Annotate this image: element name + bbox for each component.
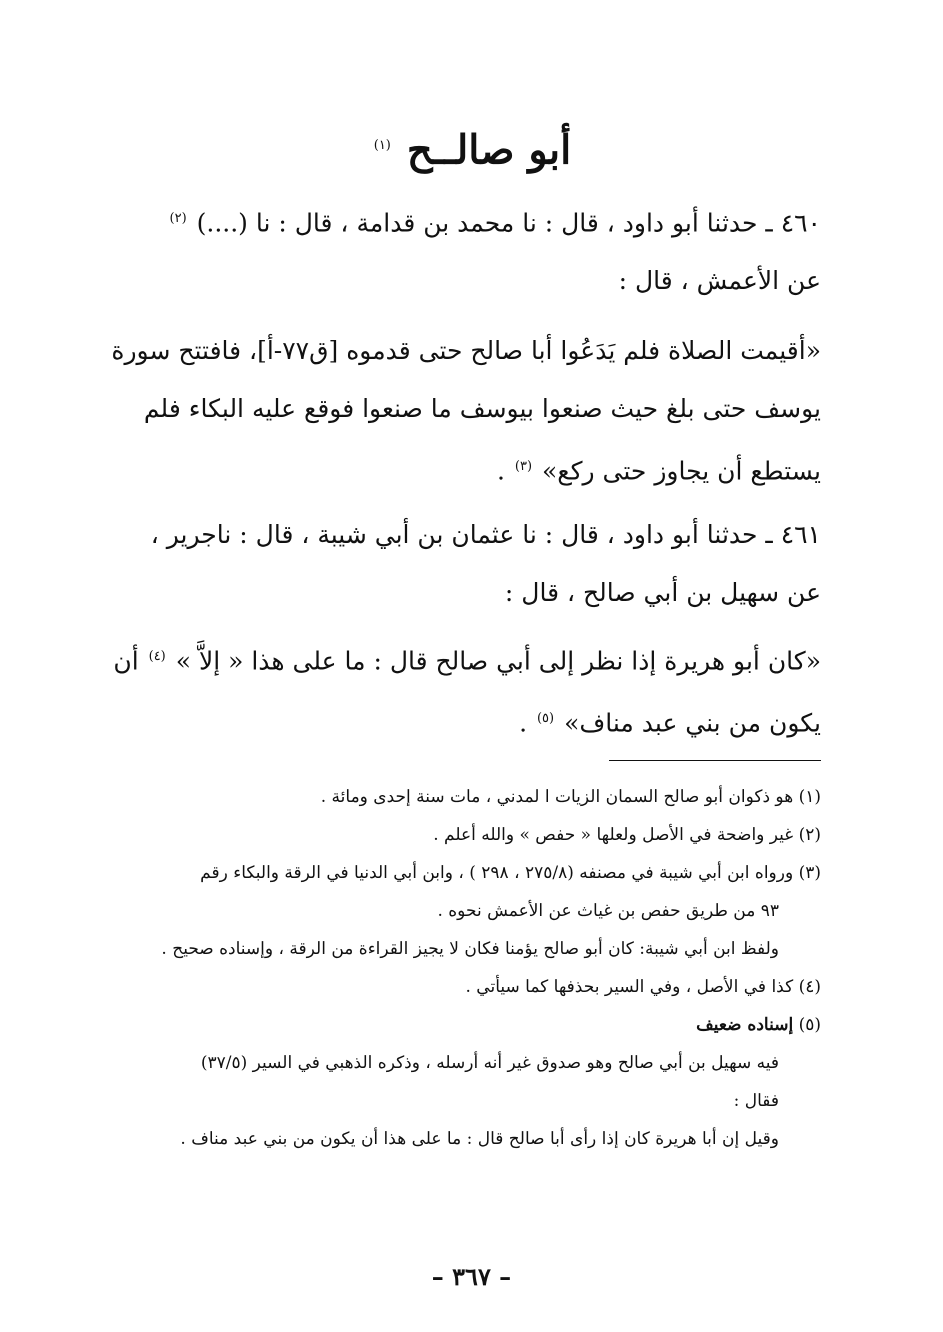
footnotes [111, 778, 821, 1158]
footnote-3-note: ولفظ ابن أبي شيبة: كان أبو صالح يؤمنا فكان لا يجيز القراءة من الرقة ، وإسناده صحيح . [161, 939, 779, 959]
hadith-461-line2: عن سهيل بن أبي صالح ، قال : [504, 578, 821, 607]
footnote-5-line2: فقال : [733, 1091, 779, 1111]
matn-460-footnote-ref: (٣) [514, 459, 533, 474]
footnote-5-heading: إسناده ضعيف [696, 1015, 794, 1035]
hadith-460-isnad [109, 190, 821, 310]
footnote-3 [111, 854, 821, 930]
matn-461-end: . [519, 708, 528, 738]
page-number: – ٣٦٧ – [431, 1262, 512, 1291]
matn-460-end: . [497, 456, 505, 486]
hadith-461-line1: ٤٦١ ـ حدثنا أبو داود ، قال : نا عثمان بن أبي شيبة ، قال : ناجرير ، [150, 520, 821, 549]
footnote-3-line2: ٩٣ من طريق حفص بن غياث عن الأعمش نحوه . [437, 901, 779, 921]
hadith-461-matn [109, 628, 821, 753]
footnote-5-line1: فيه سهيل بن أبي صالح وهو صدوق غير أنه أرسله ، وذكره الذهبي في السير (٣٧/٥) [200, 1053, 779, 1073]
hadith-460-line1: ٤٦٠ ـ حدثنا أبو داود ، قال : نا محمد بن قدامة ، قال : نا (....) [196, 208, 821, 238]
matn-461-line2: يكون من بني عبد مناف» [564, 708, 821, 738]
matn-461-line1a: «كان أبو هريرة إذا نظر إلى أبي صالح قال : ما على هذا « إلاَّ » [175, 646, 821, 676]
title-text: أبو صالــح [406, 126, 572, 174]
matn-461-footnote-ref-4: (٤) [148, 649, 166, 664]
footnote-separator [609, 760, 821, 761]
matn-461-line1b: أن [113, 646, 139, 676]
hadith-460-matn [109, 322, 821, 500]
footnote-1: (١) هو ذكوان أبو صالح السمان الزيات ا لمدني ، مات سنة إحدى ومائة . [320, 787, 821, 807]
matn-460-line1: «أقيمت الصلاة فلم يَدَعُوا أبا صالح حتى قدموه [ق٧٧-أ]، فافتتح سورة [111, 336, 821, 365]
page-title [0, 118, 943, 178]
footnote-5 [111, 1006, 821, 1044]
matn-461-footnote-ref-5: (٥) [536, 711, 555, 727]
matn-460-line3: يستطع أن يجاوز حتى ركع» [542, 456, 821, 486]
title-footnote-ref: (١) [373, 138, 391, 153]
hadith-460-footnote-ref: (٢) [169, 211, 187, 226]
footnote-4: (٤) كذا في الأصل ، وفي السير بحذفها كما سيأتي . [465, 977, 821, 997]
matn-460-line2: يوسف حتى بلغ حيث صنعوا بيوسف ما صنعوا فوقع عليه البكاء فلم [143, 394, 821, 423]
footnote-5-line3: وقيل إن أبا هريرة كان إذا رأى أبا صالح قال : ما على هذا أن يكون من بني عبد مناف . [180, 1129, 779, 1149]
hadith-460-line2: عن الأعمش ، قال : [618, 266, 821, 296]
footnote-3-line1: (٣) ورواه ابن أبي شيبة في مصنفه (٢٧٥/٨ ، ٢٩٨ ) ، وابن أبي الدنيا في الرقة والبكاء رقم [200, 863, 821, 883]
footnote-2: (٢) غير واضحة في الأصل ولعلها « حفص » والله أعلم . [433, 825, 821, 845]
footnote-5-label: (٥) [798, 1015, 821, 1035]
hadith-461-isnad [109, 506, 821, 622]
